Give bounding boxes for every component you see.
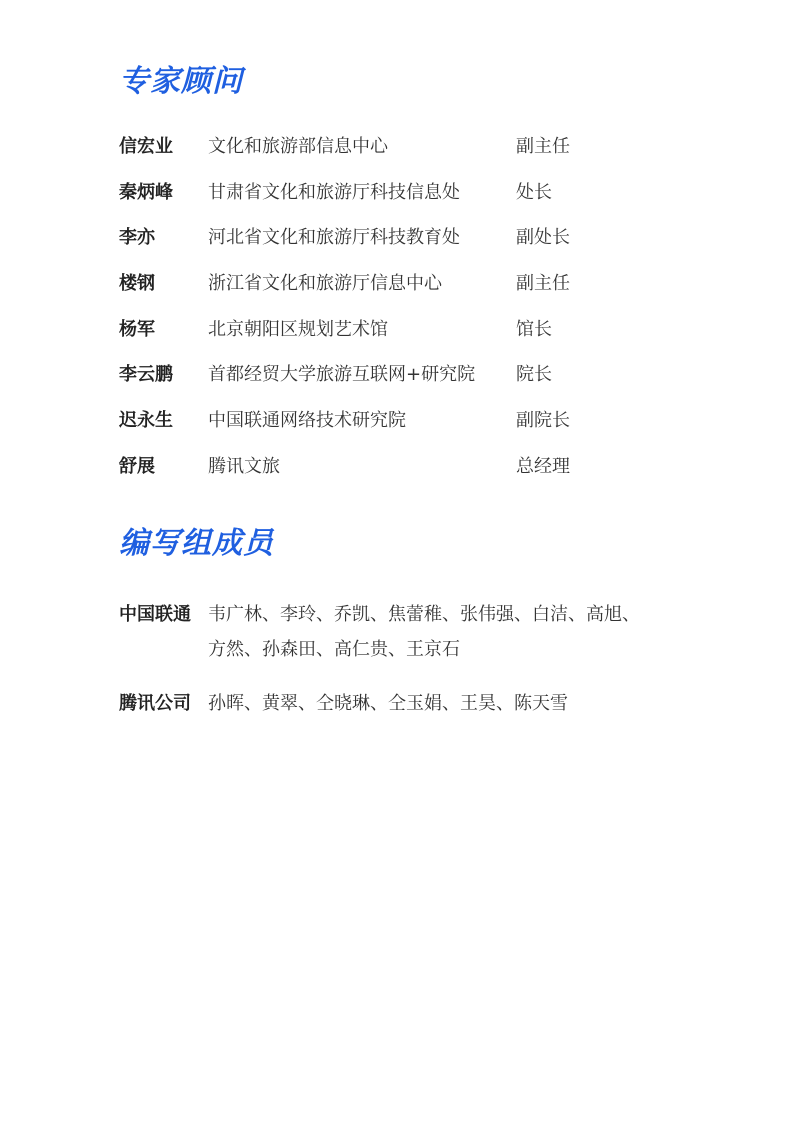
expert-row [119, 398, 719, 444]
expert-position: 处长 [516, 181, 552, 203]
member-line: 韦广林、李玲、乔凯、焦蕾稚、张伟强、白洁、高旭、 [208, 604, 640, 625]
expert-row [119, 215, 719, 261]
expert-organization: 浙江省文化和旅游厅信息中心 [208, 273, 442, 295]
expert-position: 副主任 [516, 136, 570, 157]
expert-organization: 文化和旅游部信息中心 [208, 136, 388, 157]
member-line: 方然、孙森田、高仁贵、王京石 [208, 639, 460, 660]
writers-section-title: 编写组成员 [119, 526, 274, 561]
expert-row [119, 124, 719, 170]
expert-organization: 北京朝阳区规划艺术馆 [208, 318, 388, 340]
expert-name: 迟永生 [119, 410, 173, 432]
expert-position: 院长 [516, 364, 552, 386]
expert-position: 副主任 [516, 273, 570, 295]
experts-section-title: 专家顾问 [119, 64, 243, 99]
expert-row [119, 170, 719, 216]
expert-position: 副处长 [516, 227, 570, 249]
expert-name: 李亦 [119, 227, 155, 249]
expert-position: 副院长 [516, 410, 570, 432]
expert-position: 总经理 [516, 455, 570, 477]
expert-name: 楼钢 [119, 273, 155, 295]
expert-row [119, 307, 719, 353]
expert-row [119, 261, 719, 307]
expert-name: 杨军 [119, 318, 155, 340]
expert-organization: 甘肃省文化和旅游厅科技信息处 [208, 181, 460, 203]
writer-group-organization: 腾讯公司 [119, 693, 191, 714]
expert-organization: 河北省文化和旅游厅科技教育处 [208, 227, 460, 249]
member-line: 孙晖、黄翠、仝晓琳、仝玉娟、王昊、陈天雪 [208, 693, 568, 714]
expert-list [119, 124, 719, 490]
expert-position: 馆长 [516, 318, 552, 340]
writer-group-organization: 中国联通 [119, 604, 191, 625]
expert-organization: 腾讯文旅 [208, 455, 280, 477]
writer-group-members [208, 597, 678, 667]
expert-name: 信宏业 [119, 136, 173, 157]
expert-row [119, 444, 719, 490]
expert-organization: 首都经贸大学旅游互联网+研究院 [208, 364, 476, 386]
writer-group-members [208, 686, 678, 721]
expert-name: 秦炳峰 [119, 181, 173, 203]
expert-name: 李云鹏 [119, 364, 173, 386]
expert-row [119, 352, 719, 398]
expert-organization: 中国联通网络技术研究院 [208, 410, 406, 432]
expert-name: 舒展 [119, 455, 155, 477]
